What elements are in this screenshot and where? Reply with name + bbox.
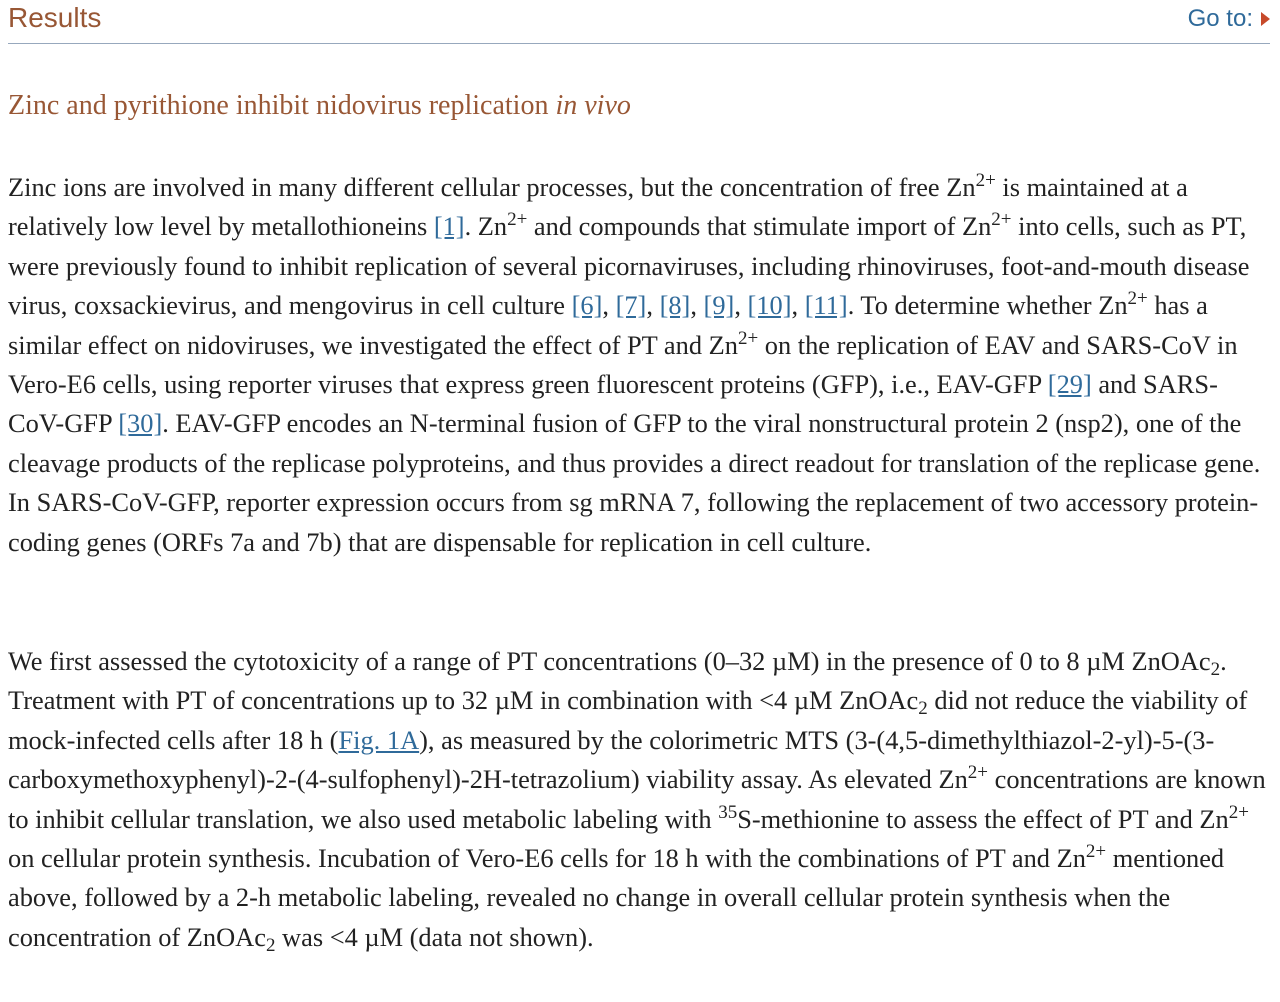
text-run: mentioned above, followed by a 2-h metabolic labeling, revealed no change in overall cellular protein synthesis when the concentration of ZnOAc (8, 843, 1225, 952)
separator: , (734, 290, 748, 321)
text-run: was <4 µM (data not shown). (275, 921, 594, 952)
text-run: did not reduce the viability of mock-infected cells after 18 h ( (8, 685, 1248, 755)
superscript: 2+ (991, 209, 1012, 231)
text-run: on the replication of EAV and SARS-CoV in Vero-E6 cells, using reporter viruses that express green fluorescent proteins (GFP), i.e., EAV-GFP (8, 329, 1238, 400)
text-run: concentrations are known to inhibit cellular translation, we also used metabolic labeling with (8, 764, 1266, 834)
superscript: 2+ (1127, 288, 1148, 310)
goto-label[interactable]: Go to: (1187, 5, 1253, 32)
separator: , (602, 290, 616, 321)
text-run: and SARS-CoV-GFP (8, 369, 1218, 439)
subscript: 2 (918, 698, 928, 720)
separator: , (646, 290, 660, 321)
section-title: Results (8, 2, 102, 33)
superscript: 2+ (507, 209, 528, 231)
reference-link-7[interactable]: [7] (615, 290, 647, 321)
text-run: . EAV-GFP encodes an N-terminal fusion of GFP to the viral nonstructural protein 2 (nsp2), one of the cleavage products of the replicase polyproteins, and thus provides a direct readout for translation of the replicase gene. In SARS-CoV-GFP, reporter expression occurs from sg mRNA 7, following the replacement of two accessory protein-coding genes (ORFs 7a and 7b) that are dispensable for replication in cell culture. (8, 408, 1261, 557)
triangle-right-icon[interactable] (1261, 12, 1270, 26)
text-run: . Zn (464, 211, 508, 242)
text-run: . To determine whether Zn (847, 290, 1128, 321)
subsection-title-text: Zinc and pyrithione inhibit nidovirus replication (8, 90, 556, 121)
paragraph-1 (8, 168, 1272, 562)
superscript: 2+ (975, 170, 996, 191)
text-run: and compounds that stimulate import of Zn (527, 211, 992, 242)
superscript: 35 (718, 801, 738, 823)
text-run: has a similar effect on nidoviruses, we investigated the effect of PT and Zn (8, 290, 1208, 360)
reference-link-9[interactable]: [9] (703, 290, 735, 321)
reference-link-29[interactable]: [29] (1047, 369, 1092, 400)
paragraph-2 (8, 642, 1272, 957)
subsection-title-italic: in vivo (555, 90, 631, 121)
text-run: Zinc ions are involved in many different cellular processes, but the concentration of free Zn (8, 172, 976, 202)
separator: , (690, 290, 704, 321)
separator: , (791, 290, 805, 321)
subscript: 2 (1210, 659, 1221, 680)
reference-link-10[interactable]: [10] (747, 290, 792, 321)
superscript: 2+ (1085, 841, 1107, 863)
reference-link-30[interactable]: [30] (118, 408, 163, 439)
reference-link-11[interactable]: [11] (804, 290, 848, 321)
text-run: is maintained at a relatively low level by metallothioneins (8, 172, 1188, 242)
reference-link-6[interactable]: [6] (571, 290, 603, 321)
section-header (8, 0, 1270, 44)
text-run: S-methionine to assess the effect of PT and Zn (737, 803, 1229, 834)
text-run: ), as measured by the colorimetric MTS (3-(4,5-dimethylthiazol-2-yl)-5-(3-carboxymethoxyphenyl)-2-(4-sulfophenyl)-2H-tetrazolium) viability assay. As elevated Zn (8, 724, 1215, 795)
reference-link-1[interactable]: [1] (433, 211, 465, 242)
figure-link-1a[interactable]: Fig. 1A (338, 724, 420, 755)
reference-link-8[interactable]: [8] (659, 290, 691, 321)
subscript: 2 (265, 934, 276, 956)
goto-menu[interactable] (1188, 5, 1270, 33)
text-run: into cells, such as PT, were previously found to inhibit replication of several picornaviruses, including rhinoviruses, foot-and-mouth disease virus, coxsackievirus, and mengovirus in cell culture (8, 211, 1250, 321)
subsection-title (8, 88, 1270, 124)
superscript: 2+ (967, 762, 989, 784)
superscript: 2+ (737, 327, 759, 349)
superscript: 2+ (1228, 801, 1249, 823)
text-run: . Treatment with PT of concentrations up to 32 µM in combination with <4 µM ZnOAc (8, 646, 1227, 716)
text-run: We first assessed the cytotoxicity of a range of PT concentrations (0–32 µM) in the presence of 0 to 8 µM ZnOAc (8, 646, 1211, 676)
text-run: on cellular protein synthesis. Incubation of Vero-E6 cells for 18 h with the combinations of PT and Zn (8, 843, 1086, 874)
